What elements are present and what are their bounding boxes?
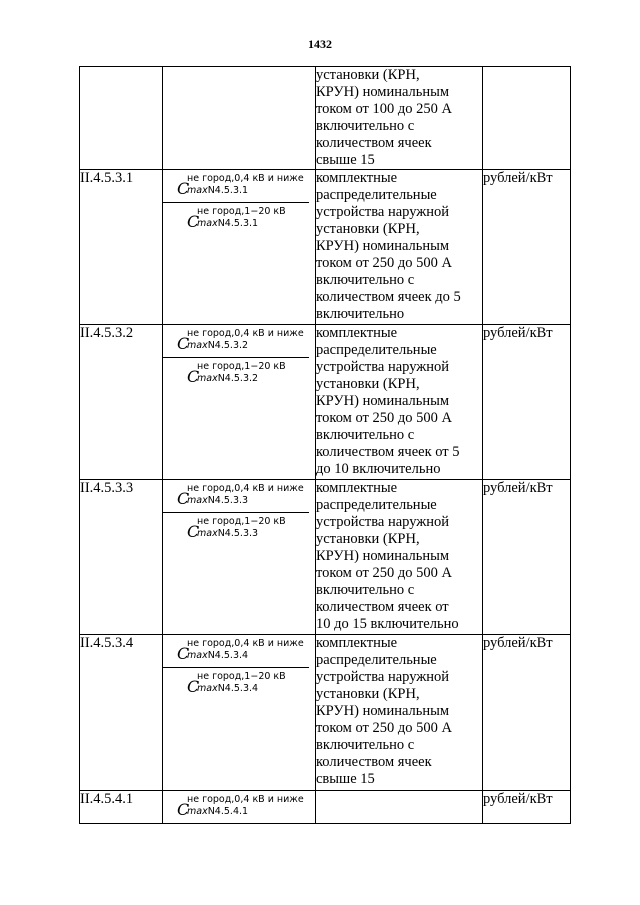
formula-subscript bbox=[197, 528, 258, 539]
table-row bbox=[80, 67, 571, 170]
formula-symbol bbox=[163, 635, 309, 668]
description-line: включительно с bbox=[316, 737, 415, 753]
page-number: 1432 bbox=[308, 37, 332, 51]
formula-symbol bbox=[163, 358, 315, 390]
formula-superscript: не город,0,4 кВ и ниже bbox=[187, 638, 304, 649]
formula-cell bbox=[163, 480, 316, 635]
item-code bbox=[80, 67, 163, 170]
formula-subscript-index: N4.5.3.1 bbox=[217, 218, 259, 229]
formula-base: C bbox=[187, 677, 200, 696]
formula-subscript-index: N4.5.3.2 bbox=[217, 373, 259, 384]
unit-of-measure bbox=[483, 67, 571, 170]
formula-subscript-index: N4.5.3.3 bbox=[217, 528, 259, 539]
description-line: комплектные bbox=[316, 325, 398, 341]
description-line: распределительные bbox=[316, 187, 437, 203]
description-line: включительно с bbox=[316, 118, 415, 134]
formula-subscript bbox=[187, 340, 248, 351]
formula-cell bbox=[163, 791, 316, 824]
description-line: количеством ячеек bbox=[316, 135, 432, 151]
item-description bbox=[316, 325, 483, 480]
description-line: включительно bbox=[316, 306, 405, 322]
formula-symbol bbox=[163, 325, 309, 358]
formula-subscript bbox=[187, 185, 248, 196]
item-code: II.4.5.3.2 bbox=[80, 325, 163, 480]
description-line: током от 250 до 500 А bbox=[316, 565, 452, 581]
formula-subscript-max: max bbox=[187, 185, 208, 196]
description-line: комплектные bbox=[316, 635, 398, 651]
formula-subscript bbox=[187, 650, 248, 661]
formula-cell bbox=[163, 325, 316, 480]
formula-superscript: не город,0,4 кВ и ниже bbox=[187, 483, 304, 494]
description-line: установки (КРН, bbox=[316, 376, 420, 392]
description-line: током от 250 до 500 А bbox=[316, 720, 452, 736]
item-description bbox=[316, 170, 483, 325]
formula-subscript bbox=[197, 373, 258, 384]
formula-symbol bbox=[163, 513, 315, 545]
description-line: устройства наружной bbox=[316, 204, 450, 220]
unit-of-measure: рублей/кВт bbox=[483, 325, 571, 480]
description-line: свыше 15 bbox=[316, 771, 375, 787]
formula-superscript: не город,0,4 кВ и ниже bbox=[187, 173, 304, 184]
item-description bbox=[316, 480, 483, 635]
description-line: включительно с bbox=[316, 427, 415, 443]
formula-base: C bbox=[177, 489, 190, 508]
formula-base: C bbox=[177, 179, 190, 198]
formula-cell bbox=[163, 635, 316, 791]
description-line: установки (КРН, bbox=[316, 531, 420, 547]
description-line: током от 100 до 250 А bbox=[316, 101, 452, 117]
formula-base: C bbox=[187, 522, 200, 541]
formula-subscript-max: max bbox=[197, 218, 218, 229]
formula-superscript: не город,0,4 кВ и ниже bbox=[187, 794, 304, 805]
item-code: II.4.5.3.3 bbox=[80, 480, 163, 635]
item-description bbox=[316, 635, 483, 791]
description-line: установки (КРН, bbox=[316, 686, 420, 702]
formula-subscript-index: N4.5.3.4 bbox=[207, 650, 249, 661]
description-line: током от 250 до 500 А bbox=[316, 255, 452, 271]
formula-subscript-max: max bbox=[187, 806, 208, 817]
tariff-table bbox=[79, 66, 571, 824]
description-line: установки (КРН, bbox=[316, 221, 420, 237]
formula-base: C bbox=[177, 334, 190, 353]
formula-superscript: не город,1−20 кВ bbox=[197, 516, 286, 527]
formula-subscript bbox=[197, 218, 258, 229]
formula-base: C bbox=[187, 367, 200, 386]
formula-subscript bbox=[197, 683, 258, 694]
description-line: током от 250 до 500 А bbox=[316, 410, 452, 426]
formula-subscript-index: N4.5.3.3 bbox=[207, 495, 249, 506]
item-description bbox=[316, 791, 483, 824]
formula-subscript-max: max bbox=[187, 650, 208, 661]
description-line: включительно с bbox=[316, 272, 415, 288]
formula-cell bbox=[163, 170, 316, 325]
description-line: количеством ячеек от 5 bbox=[316, 444, 460, 460]
formula-subscript-max: max bbox=[197, 683, 218, 694]
formula-base: C bbox=[187, 212, 200, 231]
description-line: распределительные bbox=[316, 652, 437, 668]
formula-superscript: не город,1−20 кВ bbox=[197, 206, 286, 217]
description-line: устройства наружной bbox=[316, 669, 450, 685]
formula-superscript: не город,0,4 кВ и ниже bbox=[187, 328, 304, 339]
formula-subscript-index: N4.5.3.4 bbox=[217, 683, 259, 694]
formula-symbol bbox=[163, 668, 315, 700]
description-line: устройства наружной bbox=[316, 514, 450, 530]
table-row bbox=[80, 635, 571, 791]
table-row bbox=[80, 480, 571, 635]
description-line: свыше 15 bbox=[316, 152, 375, 168]
table-row bbox=[80, 170, 571, 325]
formula-symbol bbox=[163, 170, 309, 203]
item-description bbox=[316, 67, 483, 170]
unit-of-measure: рублей/кВт bbox=[483, 480, 571, 635]
formula-symbol bbox=[163, 203, 315, 235]
description-line: количеством ячеек до 5 bbox=[316, 289, 461, 305]
formula-subscript-index: N4.5.3.1 bbox=[207, 185, 249, 196]
formula-subscript-index: N4.5.4.1 bbox=[207, 806, 249, 817]
formula-subscript-index: N4.5.3.2 bbox=[207, 340, 249, 351]
table-row bbox=[80, 325, 571, 480]
formula-subscript bbox=[187, 495, 248, 506]
formula-subscript-max: max bbox=[197, 373, 218, 384]
description-line: комплектные bbox=[316, 480, 398, 496]
description-line: установки (КРН, bbox=[316, 67, 420, 83]
description-line: распределительные bbox=[316, 342, 437, 358]
description-line: распределительные bbox=[316, 497, 437, 513]
item-code: II.4.5.3.1 bbox=[80, 170, 163, 325]
formula-cell bbox=[163, 67, 316, 170]
formula-subscript-max: max bbox=[187, 495, 208, 506]
description-line: КРУН) номинальным bbox=[316, 703, 450, 719]
formula-symbol bbox=[163, 480, 309, 513]
description-line: КРУН) номинальным bbox=[316, 393, 450, 409]
item-code: II.4.5.3.4 bbox=[80, 635, 163, 791]
unit-of-measure: рублей/кВт bbox=[483, 791, 571, 824]
description-line: включительно с bbox=[316, 582, 415, 598]
formula-subscript-max: max bbox=[197, 528, 218, 539]
formula-subscript bbox=[187, 806, 248, 817]
formula-superscript: не город,1−20 кВ bbox=[197, 361, 286, 372]
description-line: КРУН) номинальным bbox=[316, 238, 450, 254]
description-line: устройства наружной bbox=[316, 359, 450, 375]
unit-of-measure: рублей/кВт bbox=[483, 635, 571, 791]
description-line: количеством ячеек bbox=[316, 754, 432, 770]
description-line: комплектные bbox=[316, 170, 398, 186]
formula-symbol bbox=[163, 791, 315, 823]
formula-base: C bbox=[177, 800, 190, 819]
formula-base: C bbox=[177, 644, 190, 663]
formula-subscript-max: max bbox=[187, 340, 208, 351]
table-row bbox=[80, 791, 571, 824]
formula-superscript: не город,1−20 кВ bbox=[197, 671, 286, 682]
description-line: до 10 включительно bbox=[316, 461, 441, 477]
unit-of-measure: рублей/кВт bbox=[483, 170, 571, 325]
description-line: 10 до 15 включительно bbox=[316, 616, 459, 632]
item-code: II.4.5.4.1 bbox=[80, 791, 163, 824]
description-line: КРУН) номинальным bbox=[316, 548, 450, 564]
description-line: количеством ячеек от bbox=[316, 599, 449, 615]
description-line: КРУН) номинальным bbox=[316, 84, 450, 100]
